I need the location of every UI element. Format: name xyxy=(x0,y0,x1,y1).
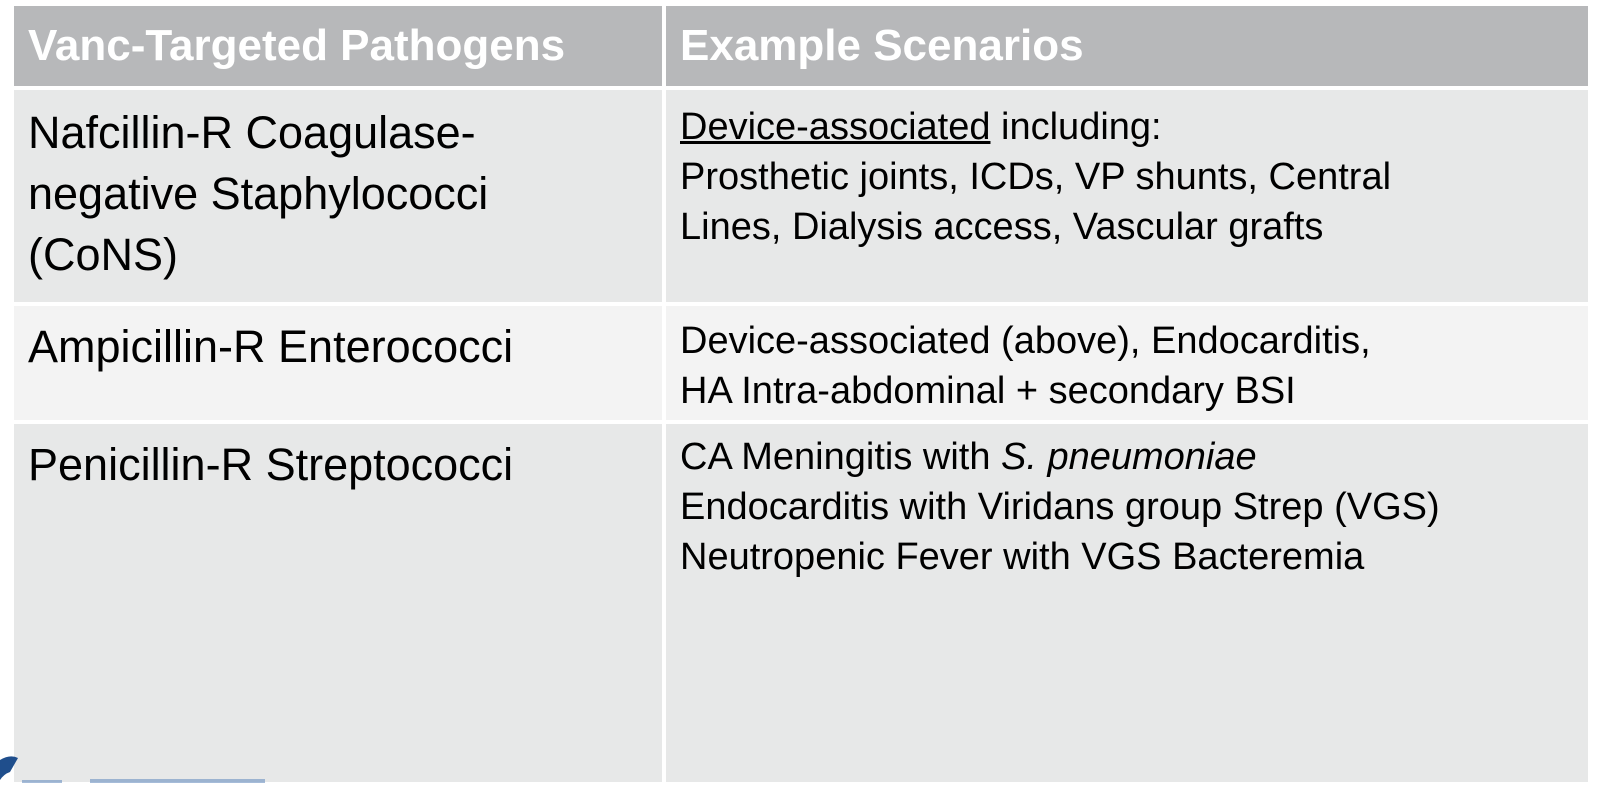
header-pathogens: Vanc-Targeted Pathogens xyxy=(14,6,662,86)
ca-meningitis-text: CA Meningitis with xyxy=(680,436,1002,478)
row3-pathogen-text: Penicillin-R Streptococci xyxy=(28,439,514,490)
row2-pathogen xyxy=(14,306,662,420)
pathogen-scenario-table xyxy=(14,6,1588,782)
row2-scenario xyxy=(666,306,1588,420)
row1-pathogen-line2: negative Staphylococci xyxy=(28,168,489,219)
row2-scenario-line1: Device-associated (above), Endocarditis, xyxy=(680,320,1371,362)
row1-scenario-line1: Prosthetic joints, ICDs, VP shunts, Central xyxy=(680,156,1392,198)
row1-pathogen xyxy=(14,90,662,302)
row1-scenario xyxy=(666,90,1588,302)
s-pneumoniae-italic: S. pneumoniae xyxy=(1001,436,1257,478)
row3-scenario-line1 xyxy=(680,432,1588,482)
row1-scenario-lead xyxy=(680,102,1588,152)
institution-logo xyxy=(0,752,280,787)
row2-pathogen-text: Ampicillin-R Enterococci xyxy=(28,321,514,372)
row2-scenario-line2: HA Intra-abdominal + secondary BSI xyxy=(680,370,1296,412)
device-associated-underlined: Device-associated xyxy=(680,106,991,148)
row3-scenario-line3: Neutropenic Fever with VGS Bacteremia xyxy=(680,536,1365,578)
including-text: including: xyxy=(990,106,1162,148)
row1-scenario-line2: Lines, Dialysis access, Vascular grafts xyxy=(680,206,1324,248)
row3-scenario-line2: Endocarditis with Viridans group Strep (VGS) xyxy=(680,486,1440,528)
row3-pathogen xyxy=(14,424,662,782)
row1-pathogen-line1: Nafcillin-R Coagulase- xyxy=(28,107,476,158)
header-scenarios: Example Scenarios xyxy=(666,6,1588,86)
row1-pathogen-line3: (CoNS) xyxy=(28,229,179,280)
row3-scenario xyxy=(666,424,1588,782)
